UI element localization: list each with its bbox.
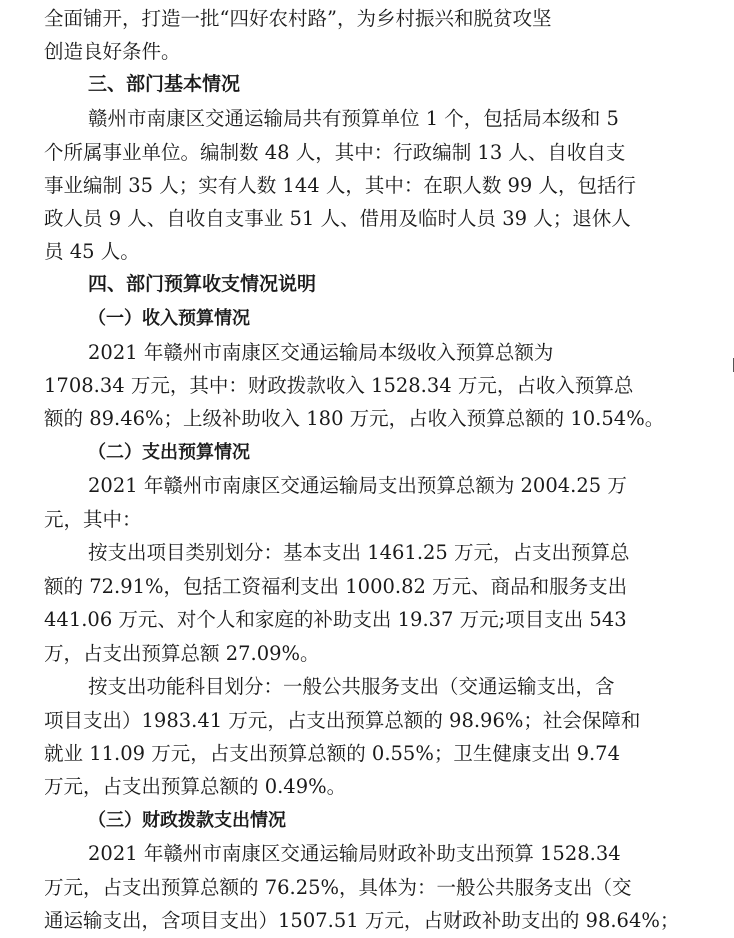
paragraph-line: 事业编制 35 人；实有人数 144 人，其中：在职人数 99 人，包括行 xyxy=(44,174,637,197)
paragraph-line: 万元，占支出预算总额的 76.25%，具体为：一般公共服务支出（交 xyxy=(44,876,632,899)
paragraph-line: 按支出功能科目划分：一般公共服务支出（交通运输支出，含 xyxy=(88,675,615,698)
paragraph-line: 441.06 万元、对个人和家庭的补助支出 19.37 万元;项目支出 543 xyxy=(44,608,627,631)
paragraph-line: 员 45 人。 xyxy=(44,240,140,263)
paragraph-line: 全面铺开，打造一批“四好农村路”，为乡村振兴和脱贫攻坚 xyxy=(44,7,552,30)
subsection-heading-fiscal: （三）财政拨款支出情况 xyxy=(88,810,286,831)
paragraph-line: 2021 年赣州市南康区交通运输局本级收入预算总额为 xyxy=(88,341,554,364)
subsection-heading-income: （一）收入预算情况 xyxy=(88,308,250,329)
paragraph-line: 万元，占支出预算总额的 0.49%。 xyxy=(44,775,347,798)
paragraph-line: 1708.34 万元，其中：财政拨款收入 1528.34 万元，占收入预算总 xyxy=(44,374,634,397)
paragraph-line: 项目支出）1983.41 万元，占支出预算总额的 98.96%；社会保障和 xyxy=(44,709,641,732)
paragraph-line: 2021 年赣州市南康区交通运输局支出预算总额为 2004.25 万 xyxy=(88,474,627,497)
paragraph-line: 个所属事业单位。编制数 48 人，其中：行政编制 13 人、自收自支 xyxy=(44,141,626,164)
section-heading-3: 三、部门基本情况 xyxy=(88,73,241,95)
paragraph-line: 就业 11.09 万元，占支出预算总额的 0.55%；卫生健康支出 9.74 xyxy=(44,742,620,765)
subsection-heading-expenditure: （二）支出预算情况 xyxy=(88,442,250,463)
paragraph-line: 通运输支出，含项目支出）1507.51 万元，占财政补助支出的 98.64%； xyxy=(44,909,680,932)
paragraph-line: 创造良好条件。 xyxy=(44,40,181,63)
paragraph-line: 2021 年赣州市南康区交通运输局财政补助支出预算 1528.34 xyxy=(88,842,621,865)
paragraph-line: 赣州市南康区交通运输局共有预算单位 1 个，包括局本级和 5 xyxy=(88,107,619,130)
paragraph-line: 万，占支出预算总额 27.09%。 xyxy=(44,642,320,665)
paragraph-line: 元，其中： xyxy=(44,508,142,531)
section-heading-4: 四、部门预算收支情况说明 xyxy=(88,273,317,295)
paragraph-line: 额的 72.91%，包括工资福利支出 1000.82 万元、商品和服务支出 xyxy=(44,575,628,598)
paragraph-line: 额的 89.46%；上级补助收入 180 万元，占收入预算总额的 10.54%。 xyxy=(44,407,665,430)
paragraph-line: 按支出项目类别划分：基本支出 1461.25 万元，占支出预算总 xyxy=(88,541,630,564)
paragraph-line: 政人员 9 人、自收自支事业 51 人、借用及临时人员 39 人；退休人 xyxy=(44,207,631,230)
